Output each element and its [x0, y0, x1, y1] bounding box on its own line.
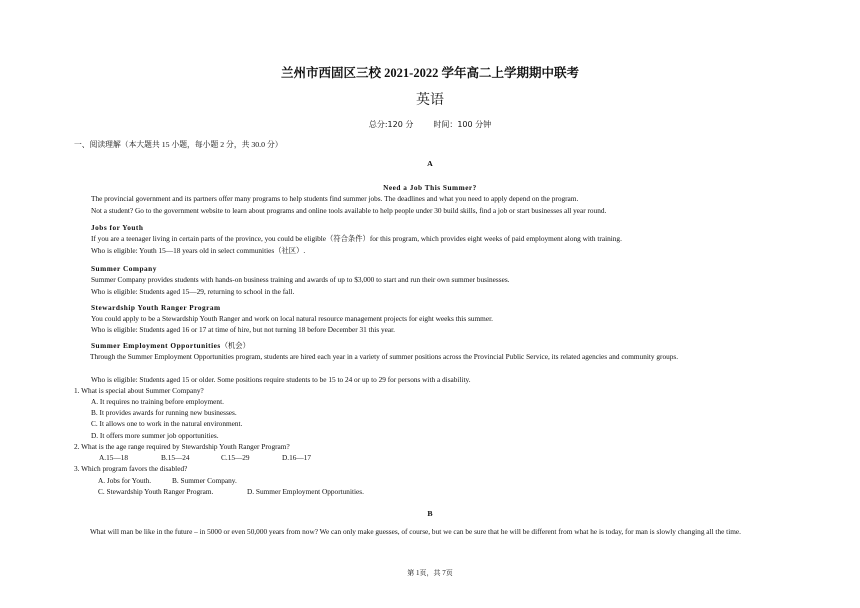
question-2-option-d: D.16—17: [282, 453, 311, 462]
program-text: If you are a teenager living in certain parts of the province, you could be eligible（符合条件）for this program, which provides eight weeks of paid employment along with training.: [91, 234, 622, 243]
page-number: 第 1页，共 7页: [407, 569, 453, 577]
time-limit: 时间：100 分钟: [433, 120, 492, 129]
exam-title: 兰州市西固区三校 2021-2022 学年高二上学期期中联考: [281, 66, 579, 80]
program-name-note: （机会）: [220, 341, 250, 350]
program-heading-stewardship: Stewardship Youth Ranger Program: [91, 303, 221, 312]
section-heading: 一、阅读理解（本大题共 15 小题，每小题 2 分，共 30.0 分）: [74, 140, 283, 149]
question-1-stem: 1. What is special about Summer Company?: [74, 386, 204, 395]
program-text: You could apply to be a Stewardship Youth Ranger and work on local natural resource management projects for eight weeks this summer.: [91, 314, 493, 323]
passage-b-paragraph: What will man be like in the future – in 5000 or even 50,000 years from now? We can only make guesses, of course, but we can be sure that he will be different from what he is today, for man is slowly changing all the time.: [90, 527, 741, 536]
program-eligibility: Who is eligible: Students aged 16 or 17 at time of hire, but not turning 18 before December 31 this year.: [91, 325, 395, 334]
question-2-option-a: A.15—18: [99, 453, 128, 462]
passage-a-letter: A: [427, 159, 433, 168]
program-eligibility: Who is eligible: Students aged 15—29, returning to school in the fall.: [91, 287, 295, 296]
question-1-option-d: D. It offers more summer job opportunities.: [91, 431, 219, 440]
program-eligibility: Who is eligible: Students aged 15 or older. Some positions require students to be 15 to 24 or up to 29 for persons with a disability.: [91, 375, 471, 384]
question-1-option-a: A. It requires no training before employment.: [91, 397, 224, 406]
subject-title: 英语: [416, 93, 444, 108]
exam-info: [0, 120, 860, 129]
program-heading-jobs-for-youth: Jobs for Youth: [91, 223, 144, 232]
intro-line-2: Not a student? Go to the government website to learn about programs and online tools available to help people under 30 build skills, find a job or start businesses all year round.: [91, 206, 607, 215]
question-1-option-c: C. It allows one to work in the natural environment.: [91, 419, 243, 428]
question-3-option-c: C. Stewardship Youth Ranger Program.: [98, 487, 214, 496]
program-eligibility: Who is eligible: Youth 15—18 years old in select communities（社区）.: [91, 246, 306, 255]
question-3-option-a: A. Jobs for Youth.: [98, 476, 152, 485]
passage-b-letter: B: [427, 509, 433, 518]
program-text: Summer Company provides students with hands-on business training and awards of up to $3,000 to start and run their own summer businesses.: [91, 275, 510, 284]
question-3-option-d: D. Summer Employment Opportunities.: [247, 487, 364, 496]
total-score: 总分:120 分: [368, 120, 414, 129]
intro-line-1: The provincial government and its partners offer many programs to help students find summer jobs. The deadlines and what you need to apply depend on the program.: [91, 194, 579, 203]
question-2-option-c: C.15—29: [221, 453, 250, 462]
question-1-option-b: B. It provides awards for running new businesses.: [91, 408, 237, 417]
question-2-option-b: B.15—24: [161, 453, 190, 462]
program-heading-summer-employment: [91, 341, 250, 350]
program-heading-summer-company: Summer Company: [91, 264, 157, 273]
program-name: Summer Employment Opportunities: [91, 341, 221, 350]
program-paragraph: Through the Summer Employment Opportunities program, students are hired each year in a variety of summer positions across the Provincial Public Service, its related agencies and community groups.: [90, 352, 679, 361]
question-2-stem: 2. What is the age range required by Stewardship Youth Ranger Program?: [74, 442, 290, 451]
question-3-stem: 3. Which program favors the disabled?: [74, 464, 188, 473]
question-3-option-b: B. Summer Company.: [172, 476, 237, 485]
passage-a-heading: Need a Job This Summer?: [383, 183, 477, 192]
